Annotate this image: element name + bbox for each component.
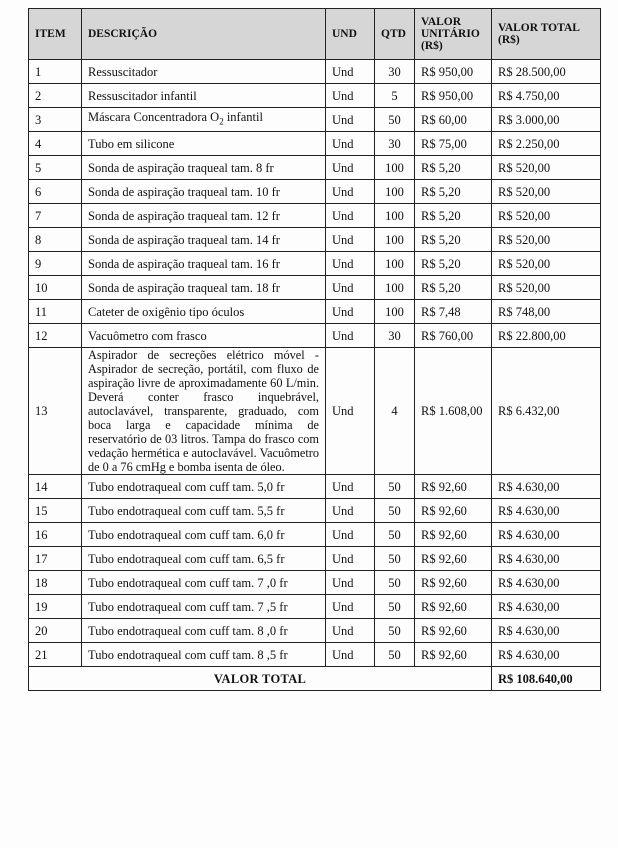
header-item: ITEM xyxy=(29,9,82,60)
header-und: UND xyxy=(326,9,375,60)
cell-qtd: 100 xyxy=(375,300,415,324)
cell-valor-unitario: R$ 75,00 xyxy=(415,132,492,156)
cell-valor-unitario: R$ 760,00 xyxy=(415,324,492,348)
cell-valor-total: R$ 2.250,00 xyxy=(492,132,601,156)
cell-item: 5 xyxy=(29,156,82,180)
cell-valor-unitario: R$ 92,60 xyxy=(415,619,492,643)
table-row xyxy=(29,276,601,300)
header-qtd: QTD xyxy=(375,9,415,60)
cell-und: Und xyxy=(326,348,375,475)
cell-und: Und xyxy=(326,643,375,667)
total-row xyxy=(29,667,601,691)
cell-valor-total: R$ 22.800,00 xyxy=(492,324,601,348)
cell-valor-unitario: R$ 92,60 xyxy=(415,475,492,499)
cell-descricao: Tubo endotraqueal com cuff tam. 7 ,5 fr xyxy=(82,595,326,619)
cell-item: 9 xyxy=(29,252,82,276)
cell-qtd: 50 xyxy=(375,499,415,523)
cell-valor-unitario: R$ 5,20 xyxy=(415,204,492,228)
cell-valor-unitario: R$ 92,60 xyxy=(415,643,492,667)
table-row xyxy=(29,108,601,132)
cell-valor-unitario: R$ 5,20 xyxy=(415,252,492,276)
cell-valor-total: R$ 520,00 xyxy=(492,156,601,180)
table-row xyxy=(29,595,601,619)
table-row xyxy=(29,348,601,475)
cell-und: Und xyxy=(326,108,375,132)
cell-valor-total: R$ 4.630,00 xyxy=(492,547,601,571)
cell-qtd: 30 xyxy=(375,132,415,156)
cell-descricao: Tubo endotraqueal com cuff tam. 6,0 fr xyxy=(82,523,326,547)
cell-item: 21 xyxy=(29,643,82,667)
cell-valor-total: R$ 4.630,00 xyxy=(492,499,601,523)
table-row xyxy=(29,156,601,180)
header-valor-total: VALOR TOTAL (R$) xyxy=(492,9,601,60)
table-row xyxy=(29,499,601,523)
cell-descricao: Vacuômetro com frasco xyxy=(82,324,326,348)
cell-valor-unitario: R$ 92,60 xyxy=(415,499,492,523)
cell-valor-unitario: R$ 5,20 xyxy=(415,228,492,252)
cell-valor-total: R$ 520,00 xyxy=(492,180,601,204)
cell-valor-unitario: R$ 5,20 xyxy=(415,276,492,300)
cell-valor-total: R$ 3.000,00 xyxy=(492,108,601,132)
cell-item: 7 xyxy=(29,204,82,228)
cell-descricao: Tubo endotraqueal com cuff tam. 8 ,5 fr xyxy=(82,643,326,667)
cell-valor-total: R$ 748,00 xyxy=(492,300,601,324)
cell-valor-total: R$ 28.500,00 xyxy=(492,60,601,84)
table-row xyxy=(29,300,601,324)
cell-und: Und xyxy=(326,204,375,228)
cell-qtd: 100 xyxy=(375,276,415,300)
cell-und: Und xyxy=(326,595,375,619)
cell-item: 14 xyxy=(29,475,82,499)
cell-valor-total: R$ 520,00 xyxy=(492,204,601,228)
cell-descricao: Sonda de aspiração traqueal tam. 14 fr xyxy=(82,228,326,252)
header-valor-unitario: VALOR UNITÁRIO (R$) xyxy=(415,9,492,60)
cell-und: Und xyxy=(326,300,375,324)
cell-descricao: Aspirador de secreções elétrico móvel - Aspirador de secreção, portátil, com fluxo de aspiração livre de aproximadamente 60 L/min. Deverá conter frasco inquebrável, autoclavável, transparente, graduado, com boca larga e capacidade mínima de reservatório de 03 litros. Tampa do frasco com vedação hermética e autoclavável. Vacuômetro de 0 a 76 cmHg e bomba isenta de óleo. xyxy=(82,348,326,475)
descricao-text: Máscara Concentradora O xyxy=(88,110,220,125)
cell-descricao: Cateter de oxigênio tipo óculos xyxy=(82,300,326,324)
cell-valor-total: R$ 4.750,00 xyxy=(492,84,601,108)
cell-qtd: 100 xyxy=(375,204,415,228)
cell-item: 13 xyxy=(29,348,82,475)
cell-valor-total: R$ 4.630,00 xyxy=(492,523,601,547)
total-value: R$ 108.640,00 xyxy=(492,667,601,691)
cell-descricao: Ressuscitador infantil xyxy=(82,84,326,108)
cell-qtd: 50 xyxy=(375,619,415,643)
cell-valor-unitario: R$ 92,60 xyxy=(415,547,492,571)
table-row xyxy=(29,204,601,228)
cell-und: Und xyxy=(326,571,375,595)
cell-descricao: Sonda de aspiração traqueal tam. 18 fr xyxy=(82,276,326,300)
cell-valor-total: R$ 4.630,00 xyxy=(492,619,601,643)
table-row xyxy=(29,324,601,348)
cell-item: 16 xyxy=(29,523,82,547)
cell-item: 18 xyxy=(29,571,82,595)
table-row xyxy=(29,60,601,84)
table-row xyxy=(29,228,601,252)
cell-und: Und xyxy=(326,619,375,643)
cell-und: Und xyxy=(326,228,375,252)
cell-und: Und xyxy=(326,60,375,84)
cell-und: Und xyxy=(326,547,375,571)
cell-descricao: Sonda de aspiração traqueal tam. 10 fr xyxy=(82,180,326,204)
cell-item: 11 xyxy=(29,300,82,324)
table-row xyxy=(29,252,601,276)
descricao-text-post: infantil xyxy=(223,110,263,125)
cell-qtd: 100 xyxy=(375,252,415,276)
cell-und: Und xyxy=(326,276,375,300)
cell-qtd: 5 xyxy=(375,84,415,108)
header-descricao: DESCRIÇÃO xyxy=(82,9,326,60)
total-label: VALOR TOTAL xyxy=(29,667,492,691)
cell-qtd: 30 xyxy=(375,60,415,84)
cell-valor-unitario: R$ 7,48 xyxy=(415,300,492,324)
table-row xyxy=(29,84,601,108)
cell-valor-total: R$ 520,00 xyxy=(492,276,601,300)
cell-item: 8 xyxy=(29,228,82,252)
cell-valor-unitario: R$ 60,00 xyxy=(415,108,492,132)
cell-valor-unitario: R$ 92,60 xyxy=(415,523,492,547)
cell-descricao: Tubo endotraqueal com cuff tam. 6,5 fr xyxy=(82,547,326,571)
cell-qtd: 50 xyxy=(375,595,415,619)
cell-valor-total: R$ 4.630,00 xyxy=(492,571,601,595)
cell-und: Und xyxy=(326,156,375,180)
items-table xyxy=(28,8,601,691)
cell-und: Und xyxy=(326,523,375,547)
cell-qtd: 4 xyxy=(375,348,415,475)
cell-qtd: 50 xyxy=(375,643,415,667)
cell-item: 10 xyxy=(29,276,82,300)
cell-qtd: 50 xyxy=(375,547,415,571)
cell-item: 2 xyxy=(29,84,82,108)
cell-descricao: Tubo endotraqueal com cuff tam. 5,5 fr xyxy=(82,499,326,523)
cell-und: Und xyxy=(326,132,375,156)
cell-qtd: 50 xyxy=(375,108,415,132)
cell-item: 17 xyxy=(29,547,82,571)
cell-descricao: Ressuscitador xyxy=(82,60,326,84)
cell-item: 12 xyxy=(29,324,82,348)
cell-valor-total: R$ 520,00 xyxy=(492,252,601,276)
cell-qtd: 50 xyxy=(375,571,415,595)
cell-valor-total: R$ 4.630,00 xyxy=(492,643,601,667)
table-header-row xyxy=(29,9,601,60)
cell-descricao: Sonda de aspiração traqueal tam. 8 fr xyxy=(82,156,326,180)
cell-item: 6 xyxy=(29,180,82,204)
table-row xyxy=(29,132,601,156)
cell-qtd: 30 xyxy=(375,324,415,348)
cell-und: Und xyxy=(326,180,375,204)
cell-descricao xyxy=(82,108,326,132)
cell-valor-unitario: R$ 950,00 xyxy=(415,84,492,108)
cell-valor-unitario: R$ 92,60 xyxy=(415,571,492,595)
cell-item: 15 xyxy=(29,499,82,523)
cell-valor-total: R$ 4.630,00 xyxy=(492,595,601,619)
cell-item: 19 xyxy=(29,595,82,619)
table-row xyxy=(29,180,601,204)
cell-item: 4 xyxy=(29,132,82,156)
table-row xyxy=(29,547,601,571)
cell-valor-unitario: R$ 5,20 xyxy=(415,156,492,180)
cell-item: 20 xyxy=(29,619,82,643)
table-row xyxy=(29,619,601,643)
cell-valor-unitario: R$ 5,20 xyxy=(415,180,492,204)
cell-descricao: Sonda de aspiração traqueal tam. 12 fr xyxy=(82,204,326,228)
cell-und: Und xyxy=(326,499,375,523)
cell-valor-unitario: R$ 1.608,00 xyxy=(415,348,492,475)
cell-und: Und xyxy=(326,252,375,276)
cell-und: Und xyxy=(326,324,375,348)
cell-descricao: Tubo endotraqueal com cuff tam. 7 ,0 fr xyxy=(82,571,326,595)
cell-qtd: 100 xyxy=(375,180,415,204)
cell-valor-total: R$ 4.630,00 xyxy=(492,475,601,499)
table-row xyxy=(29,571,601,595)
cell-qtd: 50 xyxy=(375,475,415,499)
cell-qtd: 100 xyxy=(375,228,415,252)
cell-item: 1 xyxy=(29,60,82,84)
cell-descricao: Sonda de aspiração traqueal tam. 16 fr xyxy=(82,252,326,276)
cell-item: 3 xyxy=(29,108,82,132)
cell-und: Und xyxy=(326,475,375,499)
cell-descricao: Tubo em silicone xyxy=(82,132,326,156)
cell-qtd: 100 xyxy=(375,156,415,180)
cell-valor-unitario: R$ 92,60 xyxy=(415,595,492,619)
cell-valor-total: R$ 6.432,00 xyxy=(492,348,601,475)
cell-valor-unitario: R$ 950,00 xyxy=(415,60,492,84)
cell-descricao: Tubo endotraqueal com cuff tam. 5,0 fr xyxy=(82,475,326,499)
subscript-2: 2 xyxy=(219,116,224,127)
cell-qtd: 50 xyxy=(375,523,415,547)
cell-und: Und xyxy=(326,84,375,108)
cell-descricao: Tubo endotraqueal com cuff tam. 8 ,0 fr xyxy=(82,619,326,643)
cell-valor-total: R$ 520,00 xyxy=(492,228,601,252)
table-row xyxy=(29,643,601,667)
table-row xyxy=(29,523,601,547)
table-row xyxy=(29,475,601,499)
